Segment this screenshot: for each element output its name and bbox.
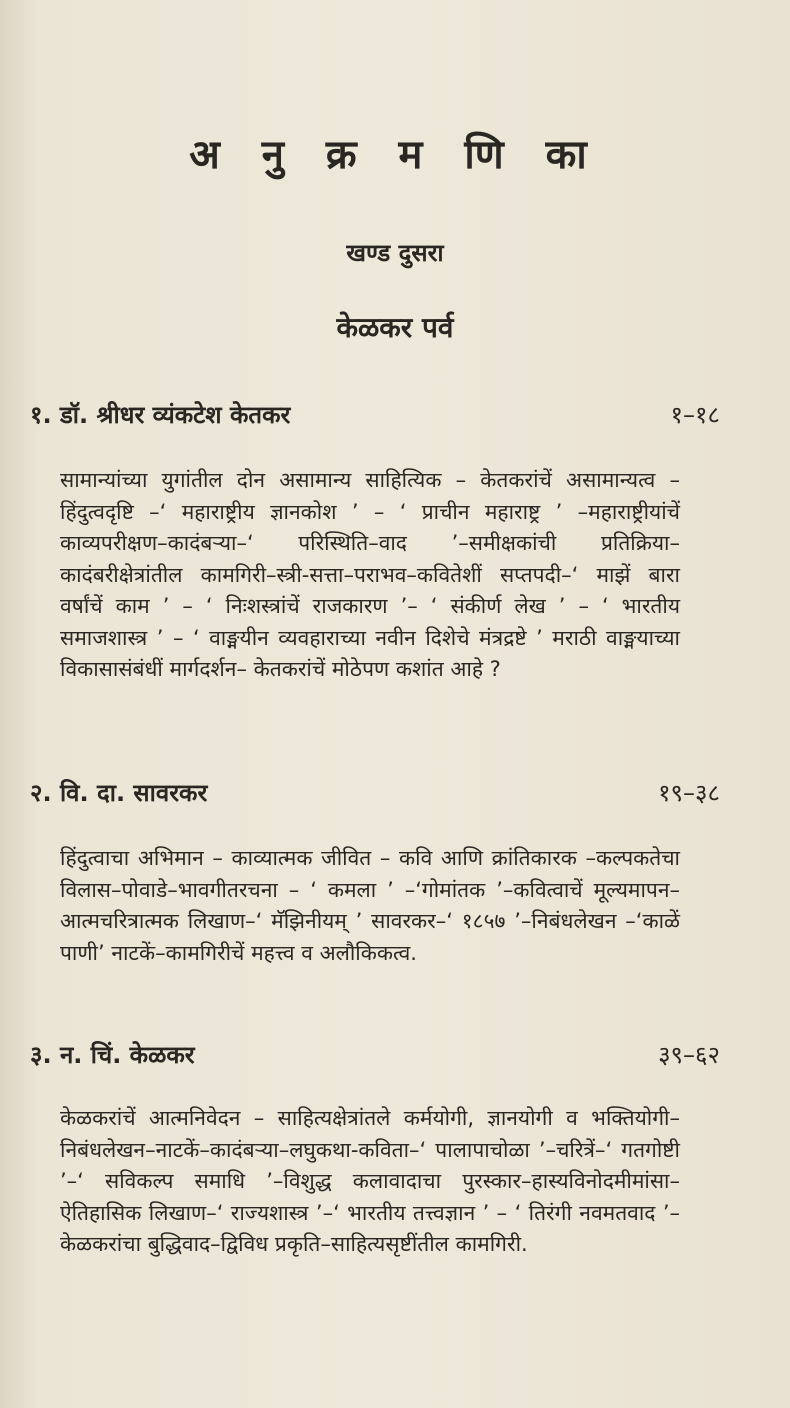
entry-heading-2 [30, 776, 720, 810]
section-heading: केळकर पर्व [336, 311, 454, 344]
entry-summary-3: केळकरांचें आत्मनिवेदन – साहित्यक्षेत्रांतले कर्मयोगी, ज्ञानयोगी व भक्तियोगी–निबंधलेखन–नाटकें–कादंबऱ्या–लघुकथा-कविता–‘ पालापाचोळा ’–चरित्रें–‘ गतगोष्टी ’–‘ सविकल्प समाधि ’–विशुद्ध कलावादाचा पुरस्कार–हास्यविनोदमीमांसा–ऐतिहासिक लिखाण–‘ राज्यशास्त्र ’–‘ भारतीय तत्त्वज्ञान ’ – ‘ तिरंगी नवमतवाद ’– केळकरांचा बुद्धिवाद–द्विविध प्रकृति–साहित्यसृष्टींतील कामगिरी. [60, 1106, 680, 1256]
entry-page-range: ३९–६२ [658, 1041, 720, 1069]
entry-summary-2: हिंदुत्वाचा अभिमान – काव्यात्मक जीवित – कवि आणि क्रांतिकारक –कल्पकतेचा विलास–पोवाडे–भावगीतरचना – ‘ कमला ’ –‘गोमांतक ’–कवित्वाचें मूल्यमापन–आत्मचरित्रात्मक लिखाण–‘ मॅझिनीयम् ’ सावरकर–‘ १८५७ ’–निबंधलेखन –‘काळें पाणी’ नाटकें–कामगिरीचें महत्त्व व अलौकिकत्व. [60, 846, 680, 965]
part-heading: खण्ड दुसरा [346, 239, 444, 267]
page-title: अ नु क्र म णि का [189, 132, 601, 178]
entry-heading-3 [30, 1038, 720, 1072]
entry-page-range: १९–३८ [658, 779, 720, 807]
entry-title: २. वि. दा. सावरकर [30, 779, 208, 807]
entry-summary-1: सामान्यांच्या युगांतील दोन असामान्य साहित्यिक – केतकरांचें असामान्यत्व – हिंदुत्वदृष्टि –‘ महाराष्ट्रीय ज्ञानकोश ’ – ‘ प्राचीन महाराष्ट्र ’ –महाराष्ट्रीयांचें काव्यपरीक्षण–कादंबऱ्या–‘ परिस्थिति–वाद ’–समीक्षकांची प्रतिक्रिया–कादंबरीक्षेत्रांतील कामगिरी–स्त्री-सत्ता–पराभव–कवितेशीं सप्तपदी–‘ माझें बारा वर्षांचें काम ’ – ‘ निःशस्त्रांचें राजकारण ’– ‘ संकीर्ण लेख ’ – ‘ भारतीय समाजशास्त्र ’ – ‘ वाङ्मयीन व्यवहाराच्या नवीन दिशेचे मंत्रद्रष्टे ’ मराठी वाङ्मयाच्या विकासासंबंधीं मार्गदर्शन– केतकरांचें मोठेपण कशांत आहे ? [60, 468, 680, 681]
entry-title: ३. न. चिं. केळकर [30, 1041, 195, 1069]
entry-page-range: १–१८ [670, 401, 720, 429]
entry-title: १. डॉ. श्रीधर व्यंकटेश केतकर [30, 401, 291, 429]
entry-heading-1 [30, 398, 720, 432]
